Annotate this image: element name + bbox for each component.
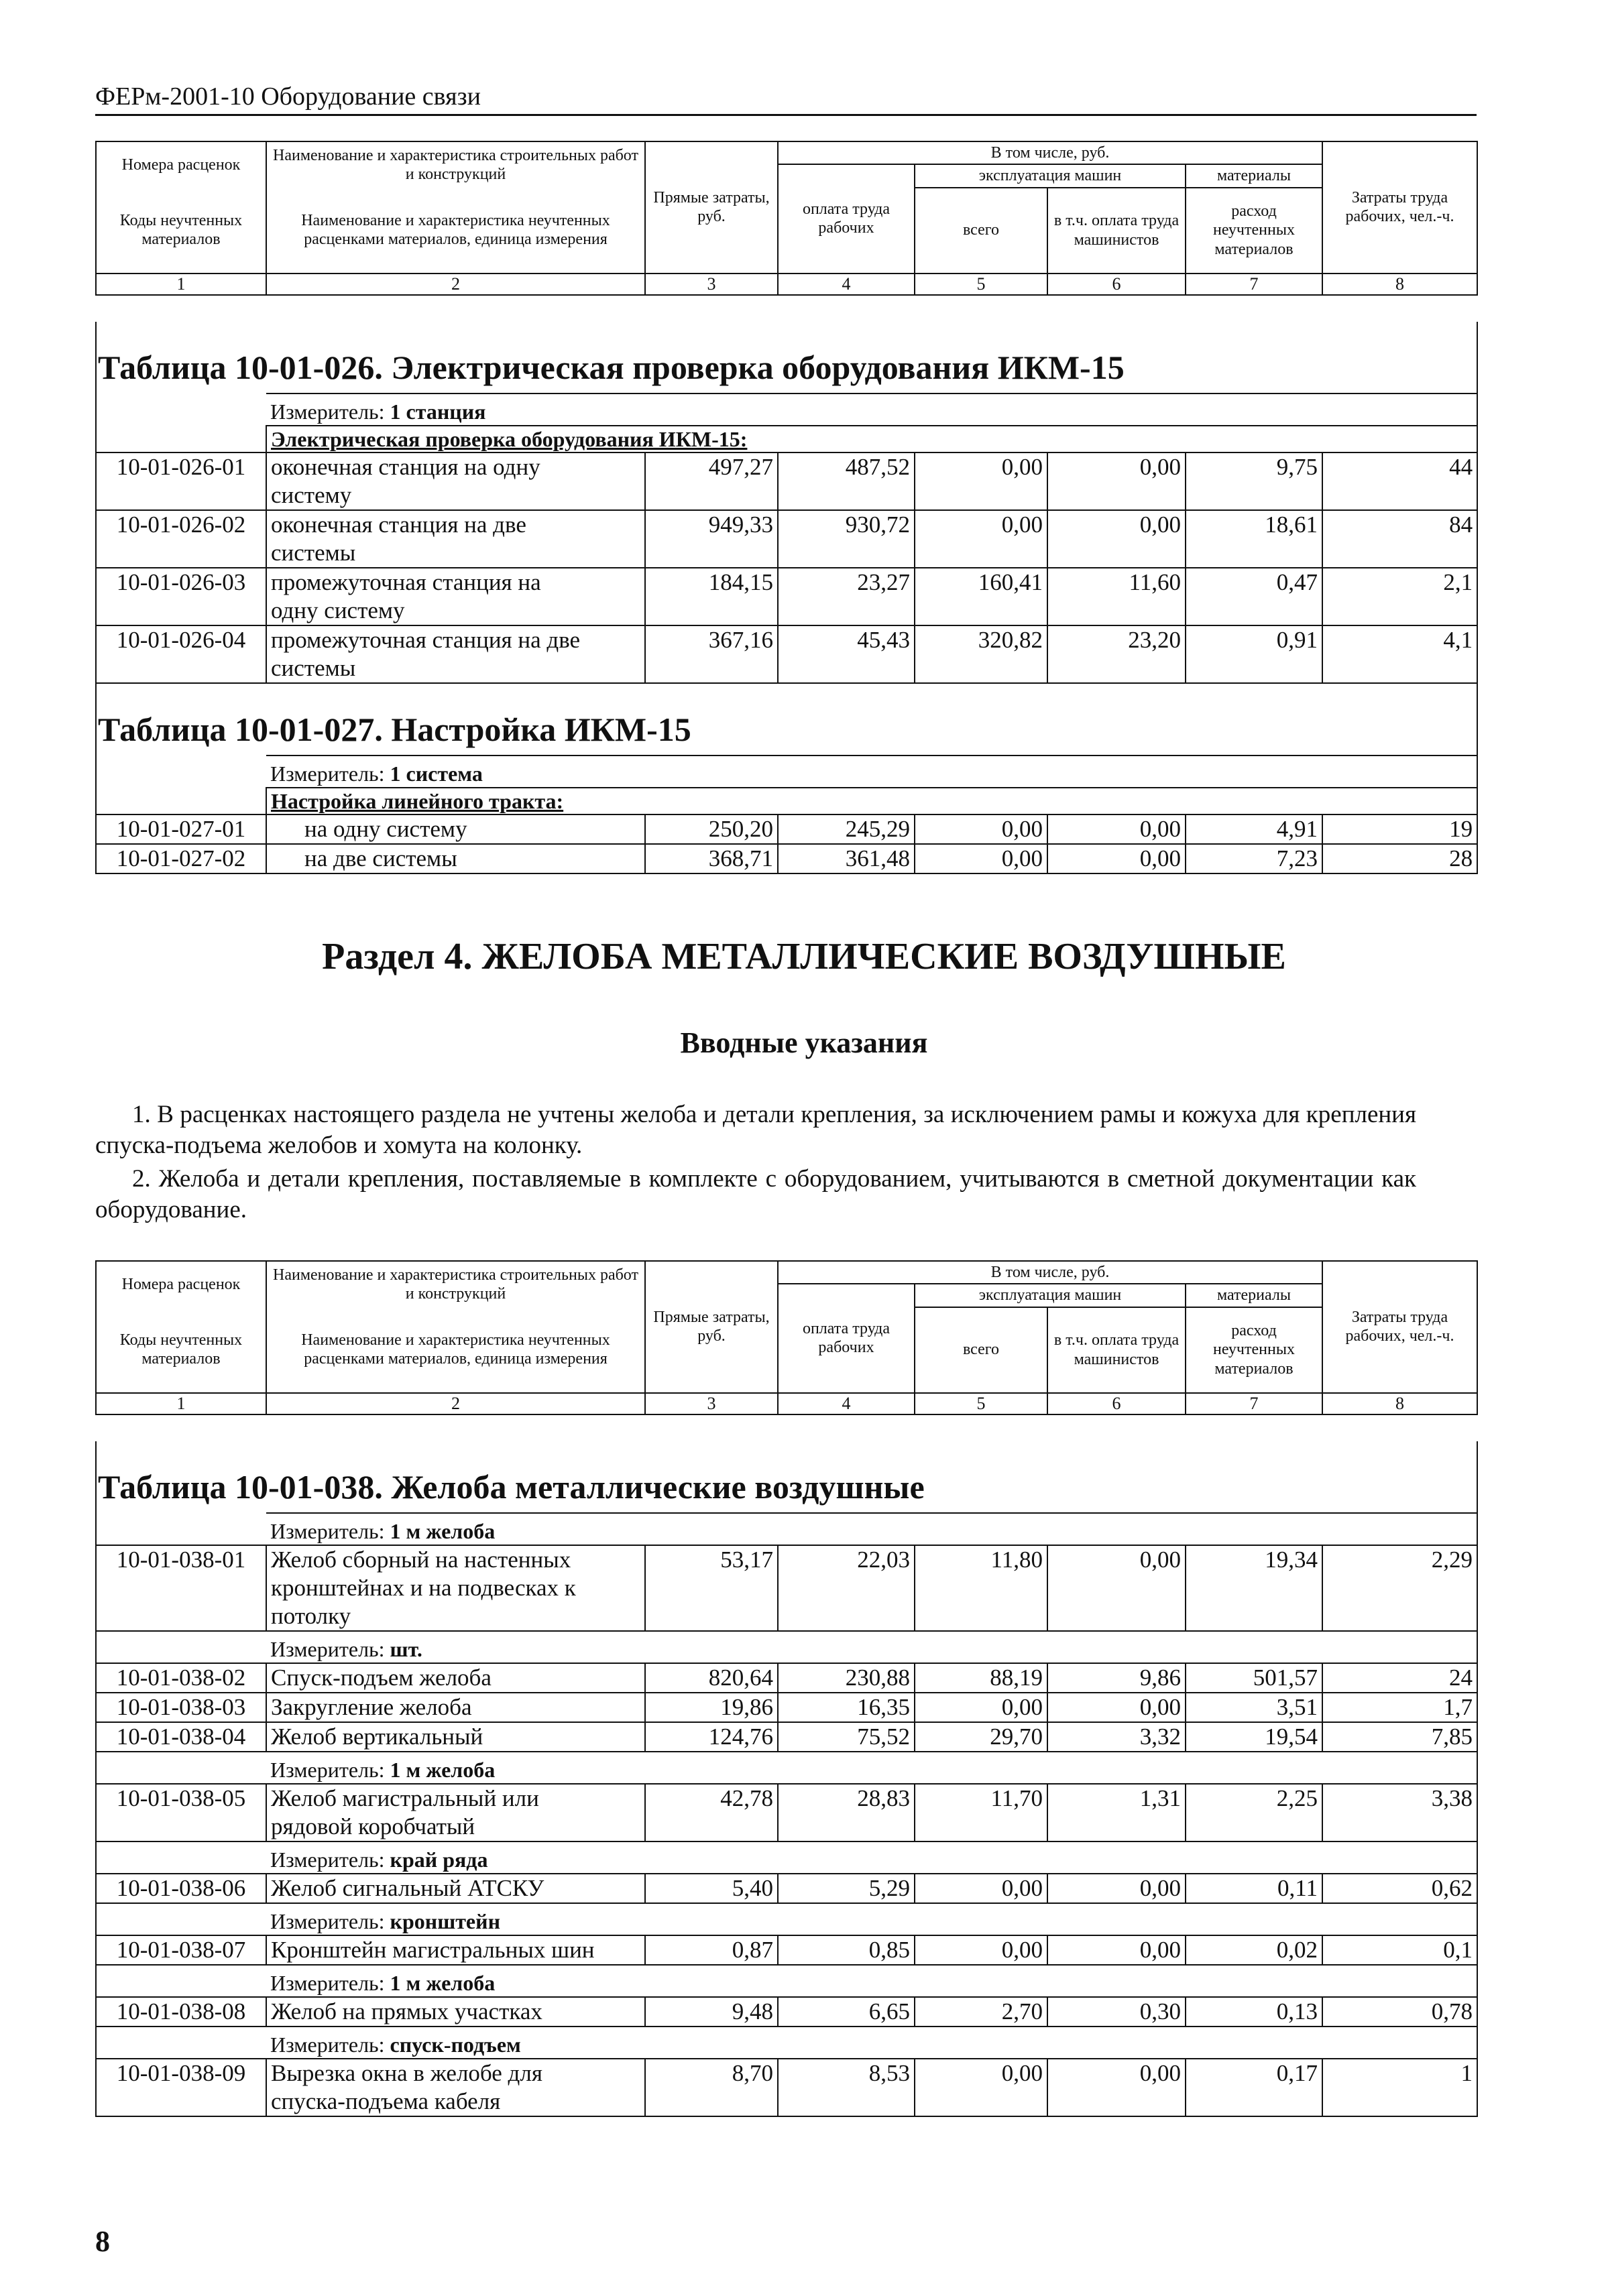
table-header-1: [95, 141, 1478, 296]
table-row: 10-01-038-05 Желоб магистральный или рядовой коробчатый 42,78 28,83 11,70 1,31 2,25 3,38: [96, 1784, 1477, 1841]
hdr-work-name: Наименование и характеристика строительных работ и конструкций: [266, 141, 645, 188]
hdr-material-names: Наименование и характеристика неучтенных расценками материалов, единица измерения: [266, 1307, 645, 1393]
running-header: ФЕРм-2001-10 Оборудование связи: [95, 82, 481, 111]
intro-paragraph-2: 2. Желоба и детали крепления, поставляемые в комплекте с оборудованием, учитываются в сметной документации как оборудование.: [95, 1165, 1416, 1223]
table-027-title: Таблица 10-01-027. Настройка ИКМ-15: [96, 683, 1477, 756]
hdr-materials: материалы: [1186, 164, 1322, 187]
table-026-title: Таблица 10-01-026. Электрическая проверка оборудования ИКМ-15: [96, 322, 1477, 394]
measure-027: Измеритель: 1 система: [266, 756, 1477, 788]
col-num-3: 3: [645, 274, 778, 296]
col-num-8: 8: [1322, 274, 1477, 296]
measure-026: Измеритель: 1 станция: [266, 394, 1477, 426]
hdr-mat-consumption: расход неучтенных материалов: [1186, 1307, 1322, 1393]
hdr-labor-costs: Затраты труда рабочих, чел.-ч.: [1322, 141, 1477, 274]
measure-038-7: Измеритель: спуск-подъем: [266, 2027, 1477, 2059]
page-number: 8: [95, 2225, 110, 2258]
table-026-027: [95, 322, 1478, 874]
col-num-4: 4: [778, 1393, 915, 1415]
table-row: 10-01-026-04 промежуточная станция на две системы 367,16 45,43 320,82 23,20 0,91 4,1: [96, 625, 1477, 683]
table-row: 10-01-027-02 на две системы 368,71 361,48 0,00 0,00 7,23 28: [96, 844, 1477, 873]
hdr-incl-machinists: в т.ч. оплата труда машинистов: [1047, 1307, 1186, 1393]
measure-038-5: Измеритель: кронштейн: [266, 1903, 1477, 1935]
hdr-labor-pay: оплата труда рабочих: [778, 164, 915, 273]
table-row: 10-01-038-01 Желоб сборный на настенных кронштейнах и на подвесках к потолку 53,17 22,03 11,80 0,00 19,34 2,29: [96, 1545, 1477, 1631]
hdr-material-codes: Коды неучтенных материалов: [96, 1307, 266, 1393]
group-026: Электрическая проверка оборудования ИКМ-15:: [266, 426, 1477, 452]
measure-038-4: Измеритель: край ряда: [266, 1841, 1477, 1874]
hdr-rate-numbers: Номера расценок: [96, 141, 266, 188]
intro-title: Вводные указания: [680, 1026, 928, 1059]
measure-038-1: Измеритель: 1 м желоба: [266, 1513, 1477, 1545]
hdr-in-total: В том числе, руб.: [778, 1261, 1322, 1284]
hdr-materials: материалы: [1186, 1284, 1322, 1307]
table-row: 10-01-038-04 Желоб вертикальный 124,76 75,52 29,70 3,32 19,54 7,85: [96, 1722, 1477, 1752]
hdr-material-names: Наименование и характеристика неучтенных расценками материалов, единица измерения: [266, 188, 645, 274]
col-num-2: 2: [266, 1393, 645, 1415]
col-num-5: 5: [915, 274, 1047, 296]
table-header-2: [95, 1260, 1478, 1415]
table-row: 10-01-038-02 Спуск-подъем желоба 820,64 230,88 88,19 9,86 501,57 24: [96, 1663, 1477, 1693]
hdr-labor-costs: Затраты труда рабочих, чел.-ч.: [1322, 1261, 1477, 1393]
table-row: 10-01-026-01 оконечная станция на одну систему 497,27 487,52 0,00 0,00 9,75 44: [96, 452, 1477, 510]
table-038-title: Таблица 10-01-038. Желоба металлические воздушные: [96, 1441, 1477, 1513]
measure-038-6: Измеритель: 1 м желоба: [266, 1965, 1477, 1997]
hdr-material-codes: Коды неучтенных материалов: [96, 188, 266, 274]
hdr-total: всего: [915, 1307, 1047, 1393]
table-row: 10-01-027-01 на одну систему 250,20 245,29 0,00 0,00 4,91 19: [96, 814, 1477, 844]
col-num-1: 1: [96, 1393, 266, 1415]
intro-paragraph-1: 1. В расценках настоящего раздела не учтены желоба и детали крепления, за исключением рамы и кожуха для крепления спуска-подъема желобов и хомута на колонку.: [95, 1101, 1416, 1159]
col-num-1: 1: [96, 274, 266, 296]
hdr-machine-ops: эксплуатация машин: [915, 164, 1186, 187]
table-row: 10-01-038-08 Желоб на прямых участках 9,48 6,65 2,70 0,30 0,13 0,78: [96, 1997, 1477, 2027]
col-num-8: 8: [1322, 1393, 1477, 1415]
col-num-6: 6: [1047, 274, 1186, 296]
table-row: 10-01-026-02 оконечная станция на две системы 949,33 930,72 0,00 0,00 18,61 84: [96, 510, 1477, 568]
table-row: 10-01-038-06 Желоб сигнальный АТСКУ 5,40 5,29 0,00 0,00 0,11 0,62: [96, 1874, 1477, 1903]
col-num-3: 3: [645, 1393, 778, 1415]
table-038: [95, 1441, 1478, 2117]
header-rule: [95, 114, 1477, 116]
measure-038-2: Измеритель: шт.: [266, 1631, 1477, 1663]
col-num-5: 5: [915, 1393, 1047, 1415]
col-num-2: 2: [266, 274, 645, 296]
hdr-incl-machinists: в т.ч. оплата труда машинистов: [1047, 188, 1186, 274]
col-num-7: 7: [1186, 1393, 1322, 1415]
hdr-rate-numbers: Номера расценок: [96, 1261, 266, 1307]
hdr-direct-costs: Прямые затраты, руб.: [645, 141, 778, 274]
col-num-4: 4: [778, 274, 915, 296]
table-row: 10-01-038-03 Закругление желоба 19,86 16,35 0,00 0,00 3,51 1,7: [96, 1693, 1477, 1722]
hdr-in-total: В том числе, руб.: [778, 141, 1322, 164]
hdr-machine-ops: эксплуатация машин: [915, 1284, 1186, 1307]
table-row: 10-01-038-09 Вырезка окна в желобе для спуска-подъема кабеля 8,70 8,53 0,00 0,00 0,17 1: [96, 2059, 1477, 2116]
col-num-6: 6: [1047, 1393, 1186, 1415]
measure-038-3: Измеритель: 1 м желоба: [266, 1752, 1477, 1784]
hdr-direct-costs: Прямые затраты, руб.: [645, 1261, 778, 1393]
table-row: 10-01-026-03 промежуточная станция на одну систему 184,15 23,27 160,41 11,60 0,47 2,1: [96, 568, 1477, 625]
hdr-total: всего: [915, 188, 1047, 274]
table-row: 10-01-038-07 Кронштейн магистральных шин 0,87 0,85 0,00 0,00 0,02 0,1: [96, 1935, 1477, 1965]
hdr-mat-consumption: расход неучтенных материалов: [1186, 188, 1322, 274]
hdr-work-name: Наименование и характеристика строительных работ и конструкций: [266, 1261, 645, 1307]
group-027: Настройка линейного тракта:: [266, 788, 1477, 814]
col-num-7: 7: [1186, 274, 1322, 296]
hdr-labor-pay: оплата труда рабочих: [778, 1284, 915, 1392]
section-title: Раздел 4. ЖЕЛОБА МЕТАЛЛИЧЕСКИЕ ВОЗДУШНЫЕ: [322, 936, 1286, 977]
